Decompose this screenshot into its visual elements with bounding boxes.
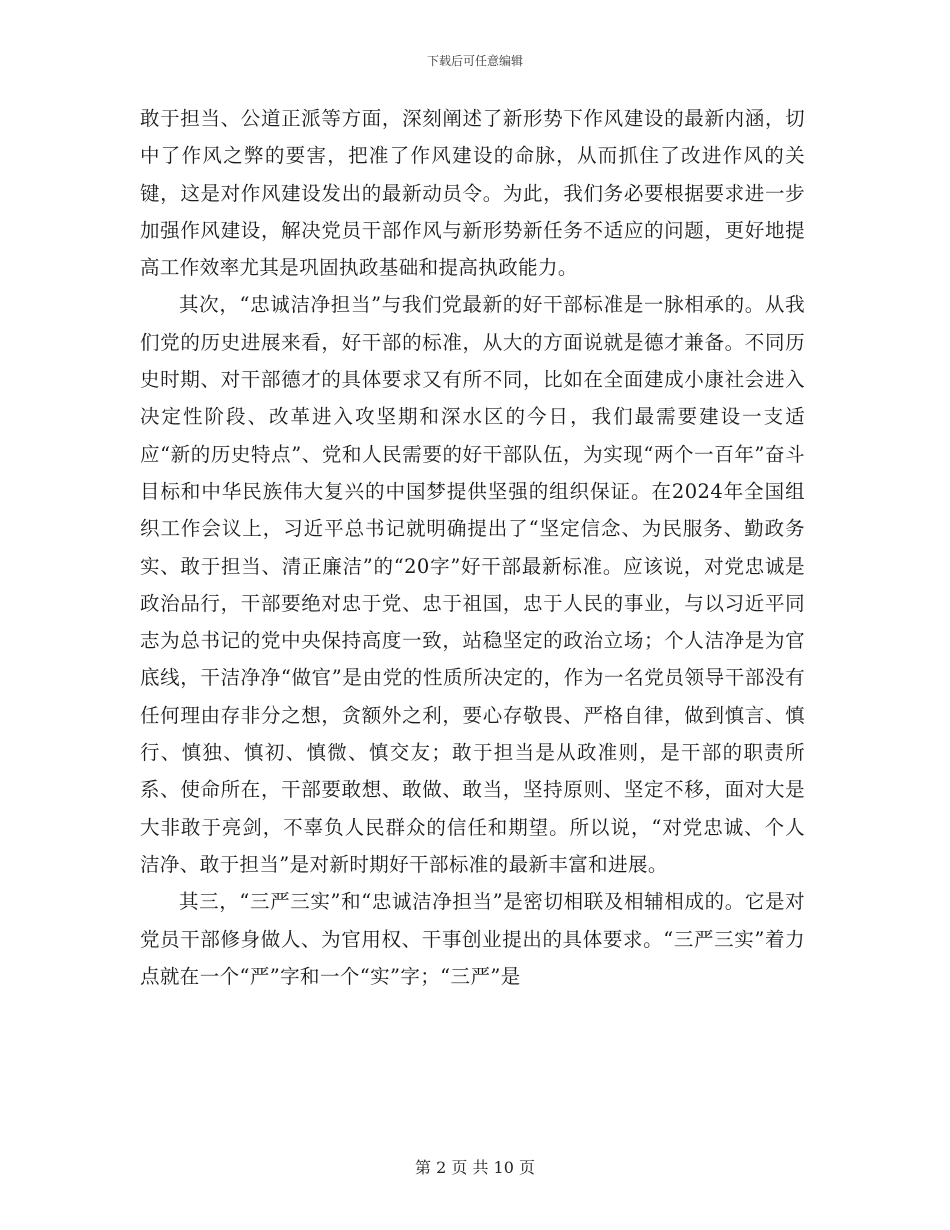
document-body <box>140 100 805 995</box>
paragraph-continuation: 敢于担当、公道正派等方面，深刻阐述了新形势下作风建设的最新内涵，切中了作风之弊的要害，把准了作风建设的命脉，从而抓住了改进作风的关键，这是对作风建设发出的最新动员令。为此，我们务必要根据要求进一步加强作风建设，解决党员干部作风与新形势新任务不适应的问题，更好地提高工作效率尤其是巩固执政基础和提高执政能力。 <box>140 107 805 280</box>
page-header-note: 下载后可任意编辑 <box>426 54 523 68</box>
page-number-footer: 第 2 页 共 10 页 <box>415 1158 535 1177</box>
paragraph-second: 其次，“忠诚洁净担当”与我们党最新的好干部标准是一脉相承的。从我们党的历史进展来看，好干部的标准，从大的方面说就是德才兼备。不同历史时期、对干部德才的具体要求又有所不同，比如在全面建成小康社会进入决定性阶段、改革进入攻坚期和深水区的今日，我们最需要建设一支适应“新的历史特点”、党和人民需要的好干部队伍，为实现“两个一百年”奋斗目标和中华民族伟大复兴的中国梦提供坚强的组织保证。在2024年全国组织工作会议上，习近平总书记就明确提出了“坚定信念、为民服务、勤政务实、敢于担当、清正廉洁”的“20字”好干部最新标准。应该说，对党忠诚是政治品行，干部要绝对忠于党、忠于祖国，忠于人民的事业，与以习近平同志为总书记的党中央保持高度一致，站稳坚定的政治立场；个人洁净是为官底线，干洁净净“做官”是由党的性质所决定的，作为一名党员领导干部没有任何理由存非分之想，贪额外之利，要心存敬畏、严格自律，做到慎言、慎行、慎独、慎初、慎微、慎交友；敢于担当是从政准则，是干部的职责所系、使命所在，干部要敢想、敢做、敢当，坚持原则、坚定不移，面对大是大非敢于亮剑，不辜负人民群众的信任和期望。所以说，“对党忠诚、个人洁净、敢于担当”是对新时期好干部标准的最新丰富和进展。 <box>140 293 805 876</box>
paragraph-third: 其三，“三严三实”和“忠诚洁净担当”是密切相联及相辅相成的。它是对党员干部修身做人、为官用权、干事创业提出的具体要求。“三严三实”着力点就在一个“严”字和一个“实”字；“三严”是 <box>140 890 805 988</box>
